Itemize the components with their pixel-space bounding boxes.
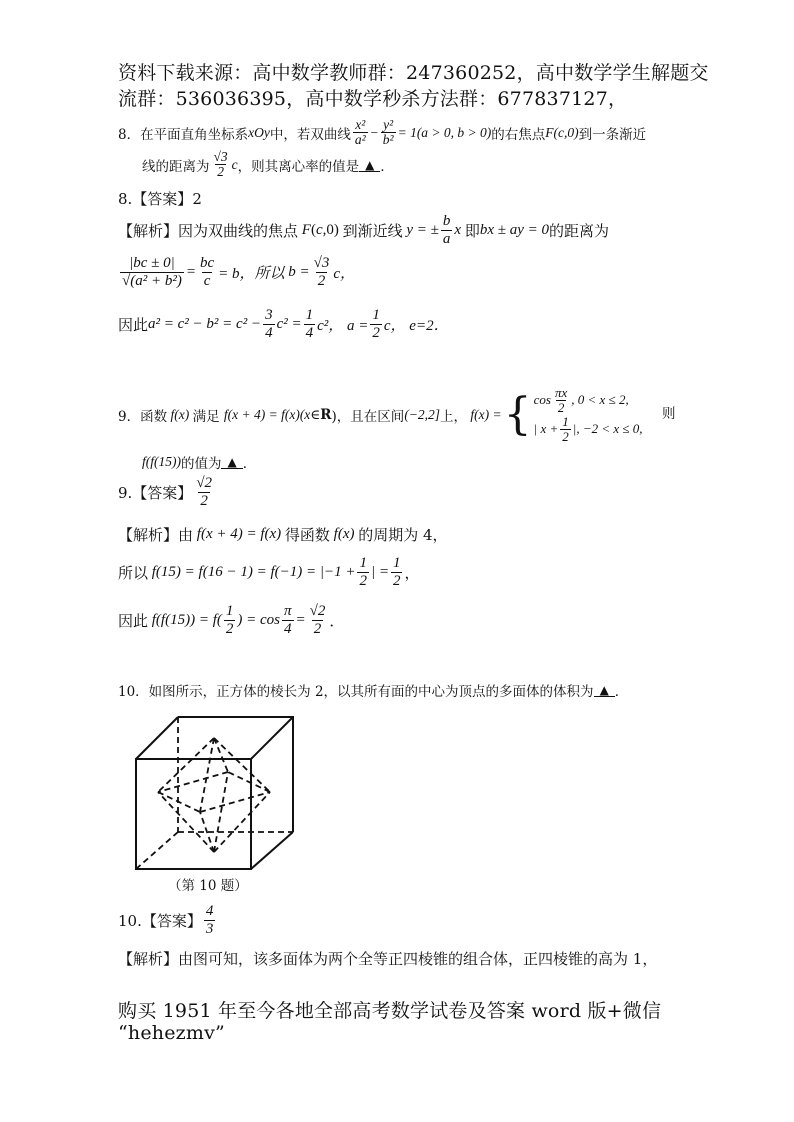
q10-line-1: 10．如图所示，正方体的棱长为 2，以其所有面的中心为顶点的多面体的体积为 ▲ ． — [118, 680, 628, 700]
q9-sol-label: 【解析】 — [118, 526, 179, 544]
q10-sol-text: 由图可知，该多面体为两个全等正四棱锥的组合体，正四棱锥的高为 1， — [178, 950, 658, 968]
q8-frac-sqrt3-2: $\frac{√3}{2}$ — [213, 149, 228, 180]
q10-solution-line-1 — [118, 948, 657, 969]
q8-cond: = 1(a > 0, b > 0) — [397, 125, 492, 140]
q9-case2: −2 < x ≤ 0, — [582, 421, 643, 437]
q8-sol-1d: bx ± ay = 0 — [479, 222, 550, 239]
q8-tail2: 到一条渐近 — [578, 127, 647, 143]
q9-line2b: 的值为 — [180, 456, 222, 472]
q8-sol-1e: 的距离为 — [549, 222, 610, 241]
q10-label: 10．如图所示，正方体的棱长为 2，以其所有面的中心为顶点的多面体的体积为 — [118, 684, 594, 700]
q9-line2a: f(f(15)) — [142, 454, 181, 469]
q8-solution-line-3: 因此 a² = c² − b² = c² − $\frac{3}{4}$ c² = $\frac{1}{4}$ c²， a = $\frac{1}{2}$ c， e=2． — [118, 307, 449, 341]
q8-solution-line-1: 【解析】 因为双曲线的焦点 F(c,0) 到渐近线 y = ± $\frac{b}{a}$ x 即 bx ± ay = 0 的距离为 — [118, 213, 610, 247]
cube-octahedron-figure — [130, 712, 300, 872]
q10-sol-label: 【解析】 — [118, 950, 179, 968]
q8-sol-label: 【解析】 — [118, 222, 179, 241]
q9-line-1: 9．函数 f(x) 满足 f(x + 4) = f(x)(x∈ R )，且在区间 (−2,2] 上， f(x) = { cos $\frac{\pi x}{2}$ , 0 < x ≤ 2, | x + $\frac{1}{2}$ |, −2 < x ≤ 0, — [118, 385, 643, 444]
q9-cond: f(x + 4) = f(x)(x∈ — [223, 406, 321, 422]
q10-answer-blank[interactable]: ▲ — [594, 684, 615, 697]
q9-answer-blank[interactable]: ▲ — [221, 456, 242, 469]
q9-solution-line-1: 【解析】 由 f(x + 4) = f(x) 得函数 f(x) 的周期为 4， — [118, 526, 448, 544]
q9-sol-3a: 因此 — [118, 612, 149, 631]
q8-mid: 中，若双曲线 — [269, 127, 351, 143]
q10-answer: 10.【答案】 $\frac{4}{3}$ — [118, 903, 214, 937]
footer-line-1: 购买 1951 年至今各地全部高考数学试卷及答案 word 版+微信 — [118, 1000, 662, 1022]
q8-sol-3a: 因此 — [118, 316, 149, 335]
q10-figure-caption: （第 10 题） — [168, 878, 248, 894]
q9-sol-1b: 得函数 — [284, 526, 330, 544]
q9-solution-line-2: 所以 f(15) = f(16 − 1) = f(−1) = |−1 + $\frac{1}{2}$ | = $\frac{1}{2}$ ， — [118, 555, 420, 589]
q8-xoy: xOy — [248, 125, 270, 140]
q8-tail: 的右焦点 — [491, 127, 546, 143]
q9-answer-label: 9.【答案】 — [118, 484, 193, 503]
footer-line-2: “hehezmv” — [118, 1022, 225, 1044]
q9-case1: , 0 < x ≤ 2, — [571, 392, 629, 408]
q8-line-1: 8．在平面直角坐标系 xOy 中，若双曲线 $\frac{\text{x²}}{\text{a²}}$ − $\frac{\text{y²}}{\text{b²}}$ = 1(a > 0, b > 0) 的右焦点 F(c,0) 到一条渐近 — [118, 117, 647, 148]
q8-answer — [118, 188, 202, 209]
header-line-2: 流群：536036395，高中数学秒杀方法群：677837127， — [118, 88, 628, 110]
q8-sol-3b: e=2． — [409, 318, 449, 335]
q9-answer: 9.【答案】 $\frac{√2}{2}$ — [118, 475, 213, 509]
q9-sol-1c: 的周期为 4， — [358, 526, 448, 544]
q8-answer-value: 2 — [192, 190, 202, 208]
q8-answer-blank[interactable]: ▲ — [359, 159, 380, 172]
q8-sol-1a: 因为双曲线的焦点 — [178, 222, 299, 241]
q9-solution-line-3: 因此 f(f(15)) = f( $\frac{1}{2}$ ) = cos $\frac{\pi}{4}$ = $\frac{√2}{2}$ ． — [118, 603, 345, 637]
q9-label: 9．函数 — [118, 408, 168, 425]
q8-frac-x2a2: $\frac{\text{x²}}{\text{a²}}$ — [354, 117, 366, 148]
q9-interval: (−2,2] — [404, 406, 441, 422]
q8-label: 8．在平面直角坐标系 — [118, 127, 249, 143]
q8-line2b: ，则其离心率的值是 — [237, 159, 360, 175]
q10-answer-label: 10.【答案】 — [118, 912, 202, 931]
q9-cond2: )，且在区间 — [331, 408, 405, 425]
q8-sol-2a: = b，所以 — [218, 266, 285, 283]
q9-line-2: f(f(15)) 的值为 ▲ ． — [142, 454, 257, 472]
q8-solution-line-2: $\frac{|bc \pm 0|}{\text{√(a² + b²)}}$ = $\frac{bc}{c}$ = b，所以 b = $\frac{√3}{2}$ c， — [122, 255, 356, 289]
q9-piecewise: cos $\frac{\pi x}{2}$ , 0 < x ≤ 2, | x + $\frac{1}{2}$ |, −2 < x ≤ 0, — [533, 385, 643, 444]
q9-sol-1a: 由 — [178, 526, 194, 544]
q8-line2a: 线的距离为 — [142, 159, 210, 175]
q9-cond3: 上， — [440, 408, 468, 425]
cube-front-face — [136, 759, 251, 869]
q8-sol-1c: 即 — [464, 222, 480, 241]
q8-line-2: 线的距离为 $\frac{√3}{2}$ c ，则其离心率的值是 ▲ ． — [142, 149, 394, 180]
q8-answer-label: 8.【答案】 — [118, 190, 193, 208]
header-line-1: 资料下载来源：高中数学教师群：247360252，高中数学学生解题交 — [118, 62, 709, 84]
q9-sol-2a: 所以 — [118, 564, 149, 583]
q9-then: 则 — [662, 406, 676, 422]
q8-frac-y2b2: $\frac{\text{y²}}{\text{b²}}$ — [382, 117, 394, 148]
q8-sol-1b: 到渐近线 — [342, 222, 403, 241]
q8-focus: F(c,0) — [545, 125, 579, 140]
q9-R: R — [320, 406, 332, 423]
